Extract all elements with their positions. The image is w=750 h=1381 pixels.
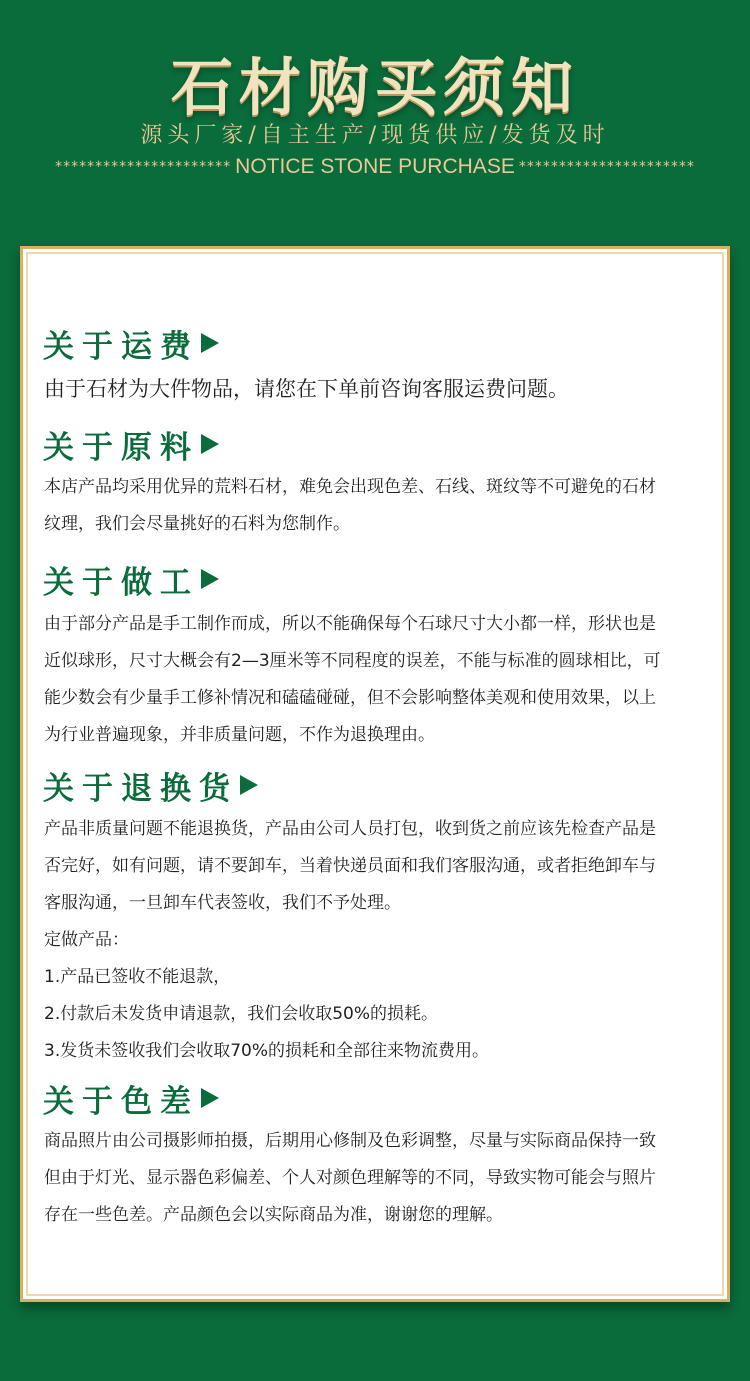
body-line: 存在一些色差。产品颜色会以实际商品为准，谢谢您的理解。 <box>44 1205 503 1225</box>
star-divider-right: ********************** <box>518 159 695 175</box>
notice-card <box>20 246 730 1302</box>
body-line: 近似球形，尺寸大概会有2—3厘米等不同程度的误差，不能与标准的圆球相比，可 <box>44 651 661 671</box>
section-body-workmanship <box>44 606 714 754</box>
section-title-material <box>43 424 219 464</box>
play-triangle-icon <box>201 333 219 353</box>
section-title-text: 关于做工 <box>43 564 199 601</box>
body-line: 客服沟通，一旦卸车代表签收，我们不予处理。 <box>44 893 401 913</box>
body-line: 1.产品已签收不能退款， <box>44 967 231 987</box>
section-title-shipping <box>43 323 219 363</box>
section-body-color <box>44 1123 714 1234</box>
section-title-returns <box>43 765 258 805</box>
section-title-text: 关于原料 <box>43 429 199 466</box>
star-divider-left: ********************** <box>55 159 232 175</box>
section-body-material <box>44 469 714 543</box>
notice-label: NOTICE STONE PURCHASE <box>235 155 515 178</box>
body-line: 纹理，我们会尽量挑好的石料为您制作。 <box>44 514 350 534</box>
section-title-text: 关于色差 <box>43 1083 199 1120</box>
section-title-color <box>43 1078 219 1118</box>
section-body-returns <box>44 811 714 1070</box>
play-triangle-icon <box>201 1088 219 1108</box>
slogan: 源头厂家/自主生产/现货供应/发货及时 <box>140 123 610 148</box>
body-line: 商品照片由公司摄影师拍摄，后期用心修制及色彩调整，尽量与实际商品保持一致 <box>44 1131 656 1151</box>
section-title-workmanship <box>43 559 219 599</box>
body-line: 本店产品均采用优异的荒料石材，难免会出现色差、石线、斑纹等不可避免的石材 <box>44 477 656 497</box>
body-line: 为行业普遍现象，并非质量问题，不作为退换理由。 <box>44 725 435 745</box>
play-triangle-icon <box>240 775 258 795</box>
body-line: 3.发货未签收我们会收取70%的损耗和全部往来物流费用。 <box>44 1041 490 1061</box>
body-line: 能少数会有少量手工修补情况和磕磕碰碰，但不会影响整体美观和使用效果，以上 <box>44 688 656 708</box>
body-line: 定做产品： <box>44 930 129 950</box>
body-line: 由于石材为大件物品，请您在下单前咨询客服运费问题。 <box>44 377 569 401</box>
section-body-shipping <box>44 369 714 409</box>
section-title-text: 关于退换货 <box>43 770 238 807</box>
body-line: 产品非质量问题不能退换货，产品由公司人员打包，收到货之前应该先检查产品是 <box>44 819 656 839</box>
body-line: 否完好，如有问题，请不要卸车，当着快递员面和我们客服沟通，或者拒绝卸车与 <box>44 856 656 876</box>
play-triangle-icon <box>201 434 219 454</box>
body-line: 2.付款后未发货申请退款，我们会收取50%的损耗。 <box>44 1004 439 1024</box>
play-triangle-icon <box>201 569 219 589</box>
section-title-text: 关于运费 <box>43 328 199 365</box>
notice-row <box>0 154 750 180</box>
body-line: 由于部分产品是手工制作而成，所以不能确保每个石球尺寸大小都一样，形状也是 <box>44 614 656 634</box>
page-title: 石材购买须知 <box>170 51 579 124</box>
header-banner <box>0 0 750 250</box>
body-line: 但由于灯光、显示器色彩偏差、个人对颜色理解等的不同，导致实物可能会与照片 <box>44 1168 656 1188</box>
